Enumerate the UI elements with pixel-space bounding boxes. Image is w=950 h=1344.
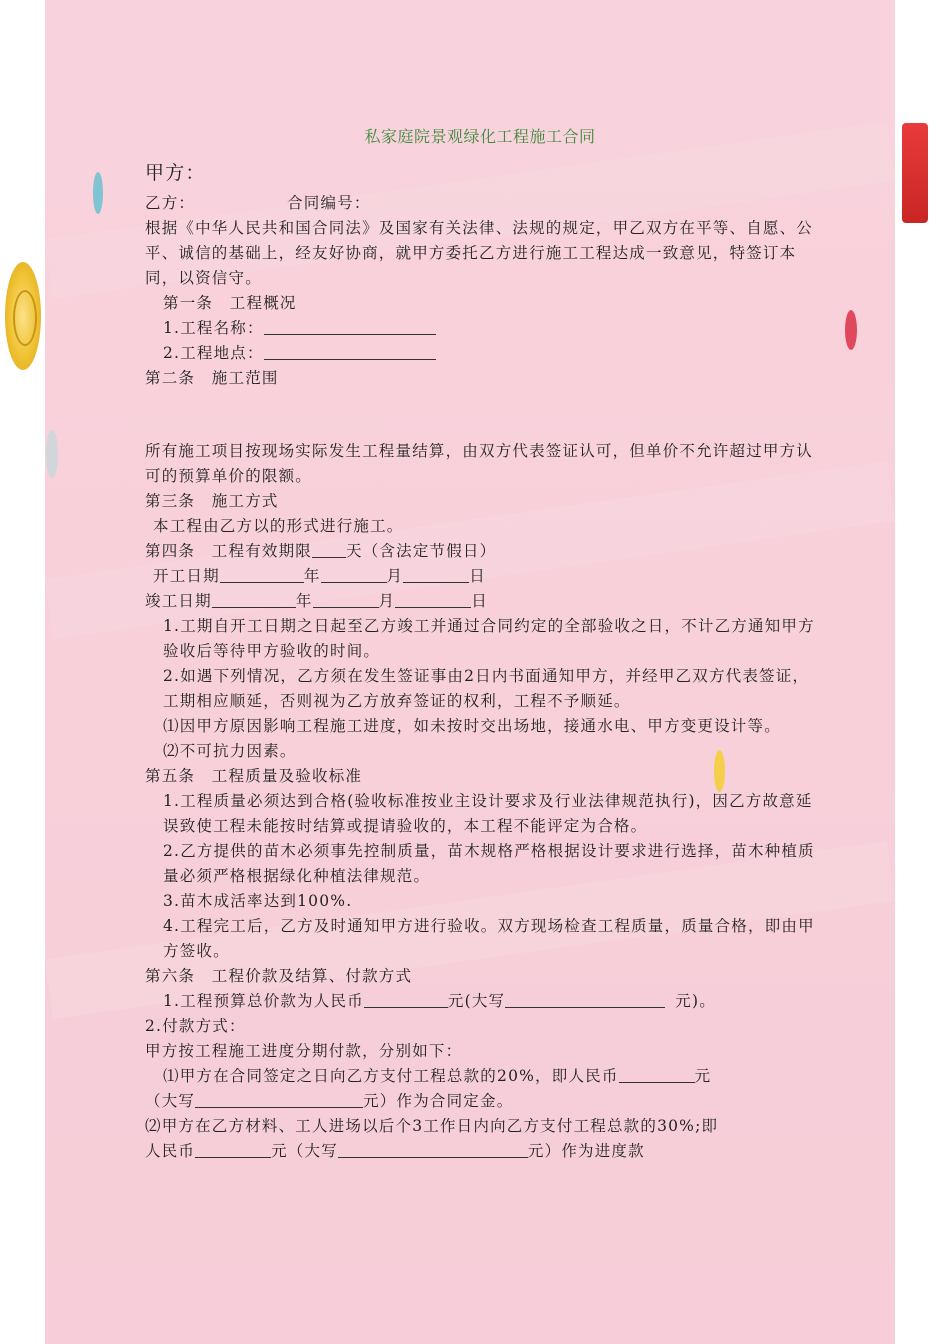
party-b-line — [145, 191, 815, 216]
article-4-item-2-1: ⑴因甲方原因影响工程施工进度，如未按时交出场地，接通水电、甲方变更设计等。 — [163, 717, 781, 735]
article-4-title-suffix: 天（含法定节假日） — [346, 542, 497, 560]
payment-2-capital-blank — [338, 1140, 528, 1158]
article-4-title — [145, 539, 815, 564]
teal-drop-decoration — [46, 430, 58, 478]
red-envelope-decoration — [902, 123, 928, 223]
article-5-item-4: 4.工程完工后，乙方及时通知甲方进行验收。双方现场检查工程质量，质量合格，即由甲方签收。 — [163, 917, 815, 960]
end-year-blank — [212, 590, 296, 608]
article-6-item-1 — [145, 989, 815, 1014]
article-5-item-1: 1.工程质量必须达到合格(验收标准按业主设计要求及行业法律规范执行)，因乙方故意延误致使工程未能按时结算或提请验收的，本工程不能评定为合格。 — [163, 792, 813, 835]
article-1-title: 第一条 工程概况 — [163, 294, 297, 312]
article-6-item-2: 2.付款方式： — [145, 1017, 246, 1035]
end-date-label: 竣工日期 — [145, 592, 212, 610]
article-3-title: 第三条 施工方式 — [145, 492, 279, 510]
article-6-title: 第六条 工程价款及结算、付款方式 — [145, 967, 413, 985]
payment-2-amount-blank — [195, 1140, 271, 1158]
payment-1-suffix: 元）作为合同定金。 — [363, 1092, 514, 1110]
payment-1-capital-label: （大写 — [145, 1092, 196, 1110]
month-unit: 月 — [378, 592, 396, 610]
blank-space — [145, 391, 815, 439]
payment-2-continued — [145, 1139, 815, 1164]
article-3-body: 本工程由乙方以的形式进行施工。 — [153, 517, 404, 535]
contract-body — [145, 124, 815, 1164]
document-page — [45, 0, 895, 1344]
payment-1-capital-blank — [195, 1090, 363, 1108]
payment-1-amount-blank — [619, 1065, 695, 1083]
start-month-blank — [321, 565, 387, 583]
party-b-label: 乙方： — [145, 194, 196, 212]
article-4-title-text: 第四条 工程有效期限 — [145, 542, 313, 560]
day-unit: 日 — [471, 592, 488, 610]
start-date-label: 开工日期 — [153, 567, 220, 585]
project-name-label: 1.工程名称： — [163, 319, 264, 337]
budget-unit: 元)。 — [675, 992, 716, 1010]
start-date-line — [145, 564, 815, 589]
end-month-blank — [313, 590, 379, 608]
project-location-line — [145, 341, 815, 366]
red-drop-decoration — [845, 310, 857, 350]
year-unit: 年 — [303, 567, 321, 585]
project-location-blank — [264, 342, 436, 360]
article-2-title: 第二条 施工范围 — [145, 369, 279, 387]
yellow-drop-decoration — [714, 750, 725, 792]
teal-drop-decoration — [93, 172, 103, 214]
payment-2-capital-label: 元（大写 — [271, 1142, 338, 1160]
document-title: 私家庭院景观绿化工程施工合同 — [364, 127, 596, 146]
article-5-item-2: 2.乙方提供的苗木必须事先控制质量，苗木规格严格根据设计要求进行选择，苗木种植质量必须严格根据绿化种植法律规范。 — [163, 842, 815, 885]
start-day-blank — [403, 565, 469, 583]
payment-intro: 甲方按工程施工进度分期付款，分别如下： — [145, 1042, 463, 1060]
start-year-blank — [220, 565, 304, 583]
payment-1-continued — [145, 1089, 815, 1114]
payment-1-unit: 元 — [694, 1067, 712, 1085]
budget-capital-label: 元(大写 — [447, 992, 506, 1010]
article-4-item-2: 2.如遇下列情况，乙方须在发生签证事由2日内书面通知甲方，并经甲乙双方代表签证，工期相应顺延，否则视为乙方放弃签证的权利，工程不予顺延。 — [163, 667, 810, 710]
project-location-label: 2.工程地点： — [163, 344, 264, 362]
payment-2-line: ⑵甲方在乙方材料、工人进场以后个3工作日内向乙方支付工程总款的30%;即 — [145, 1117, 719, 1135]
budget-label: 1.工程预算总价款为人民币 — [163, 992, 364, 1010]
gold-coin-decoration — [5, 262, 41, 370]
year-unit: 年 — [295, 592, 313, 610]
contract-number-label: 合同编号： — [287, 194, 371, 212]
project-name-blank — [264, 317, 436, 335]
end-date-line — [145, 589, 815, 614]
intro-paragraph: 根据《中华人民共和国合同法》及国家有关法律、法规的规定，甲乙双方在平等、自愿、公平、诚信的基础上，经友好协商，就甲方委托乙方进行施工工程达成一致意见，特签订本同，以资信守。 — [145, 219, 814, 287]
article-5-item-3: 3.苗木成活率达到100%. — [163, 892, 353, 910]
month-unit: 月 — [386, 567, 404, 585]
payment-1-line — [145, 1064, 815, 1089]
article-4-item-2-2: ⑵不可抗力因素。 — [163, 742, 297, 760]
payment-2-suffix: 元）作为进度款 — [527, 1142, 645, 1160]
article-5-title: 第五条 工程质量及验收标准 — [145, 767, 363, 785]
payment-1-text: ⑴甲方在合同签定之日向乙方支付工程总款的20%，即人民币 — [163, 1067, 619, 1085]
budget-capital-blank — [505, 990, 665, 1008]
article-4-item-1: 1.工期自开工日期之日起至乙方竣工并通过合同约定的全部验收之日，不计乙方通知甲方验收后等待甲方验收的时间。 — [163, 617, 815, 660]
end-day-blank — [395, 590, 471, 608]
project-name-line — [145, 316, 815, 341]
duration-blank — [312, 540, 346, 558]
payment-2-currency-label: 人民币 — [145, 1142, 196, 1160]
day-unit: 日 — [469, 567, 486, 585]
budget-amount-blank — [364, 990, 448, 1008]
party-a-label: 甲方： — [145, 162, 206, 184]
article-2-body: 所有施工项目按现场实际发生工程量结算，由双方代表签证认可，但单价不允许超过甲方认可的预算单价的限额。 — [145, 442, 814, 485]
